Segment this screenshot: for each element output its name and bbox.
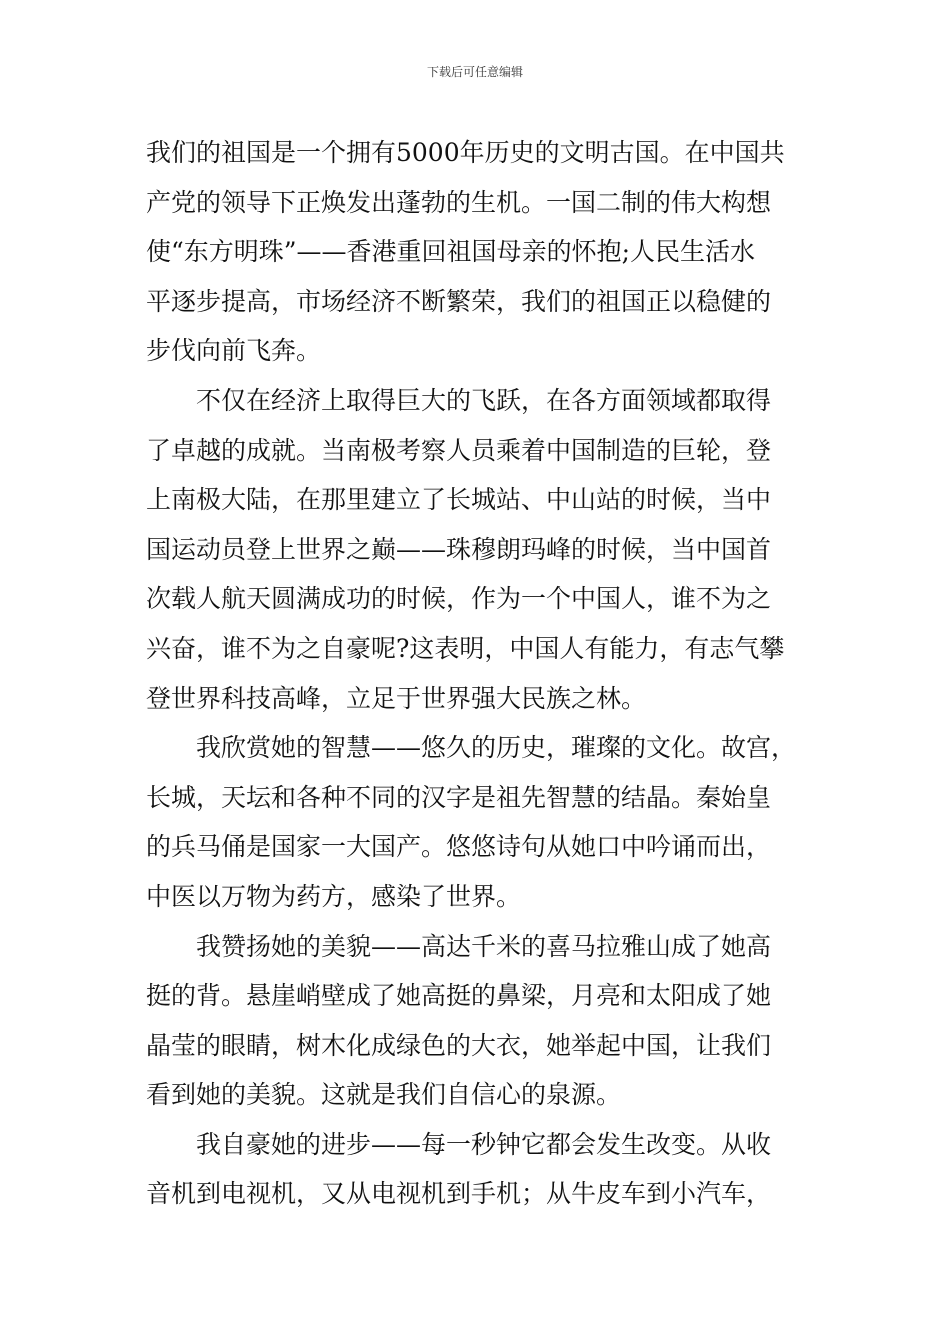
text-line: 兴奋，谁不为之自豪呢?这表明，中国人有能力，有志气攀 — [146, 633, 785, 663]
text-line: 中医以万物为药方，感染了世界。 — [146, 881, 522, 911]
paragraph-first-line: 我赞扬她的美貌——高达千米的喜马拉雅山成了她高 — [196, 931, 772, 961]
text-line: 登世界科技高峰，立足于世界强大民族之林。 — [146, 683, 647, 713]
text-line: 使“东方明珠”——香港重回祖国母亲的怀抱;人民生活水 — [146, 237, 755, 267]
text-line: 音机到电视机，又从电视机到手机；从牛皮车到小汽车， — [146, 1179, 772, 1209]
text-line: 次载人航天圆满成功的时候，作为一个中国人，谁不为之 — [146, 584, 772, 614]
text-line: 了卓越的成就。当南极考察人员乘着中国制造的巨轮，登 — [146, 435, 772, 465]
text-line: 步伐向前飞奔。 — [146, 336, 322, 366]
text-line: 看到她的美貌。这就是我们自信心的泉源。 — [146, 1080, 622, 1110]
text-line: 国运动员登上世界之巅——珠穆朗玛峰的时候，当中国首 — [146, 534, 772, 564]
text-line: 挺的背。悬崖峭壁成了她高挺的鼻梁，月亮和太阳成了她 — [146, 981, 772, 1011]
paragraph-first-line: 不仅在经济上取得巨大的飞跃，在各方面领域都取得 — [196, 385, 772, 415]
paragraph-first-line: 我欣赏她的智慧——悠久的历史，璀璨的文化。故宫， — [196, 733, 797, 763]
text-line: 的兵马俑是国家一大国产。悠悠诗句从她口中吟诵而出， — [146, 832, 772, 862]
text-line: 我们的祖国是一个拥有5000年历史的文明古国。在中国共 — [146, 138, 785, 167]
text-line: 上南极大陆，在那里建立了长城站、中山站的时候，当中 — [146, 485, 772, 515]
text-line: 产党的领导下正焕发出蓬勃的生机。一国二制的伟大构想 — [146, 187, 772, 217]
page-header: 下载后可任意编辑 — [426, 65, 523, 79]
text-line: 长城，天坛和各种不同的汉字是祖先智慧的结晶。秦始皇 — [146, 782, 772, 812]
text-line: 平逐步提高，市场经济不断繁荣，我们的祖国正以稳健的 — [146, 286, 772, 316]
body-text — [146, 128, 808, 1219]
paragraph-first-line: 我自豪她的进步——每一秒钟它都会发生改变。从收 — [196, 1129, 772, 1159]
text-line: 晶莹的眼睛，树木化成绿色的大衣，她举起中国，让我们 — [146, 1030, 772, 1060]
